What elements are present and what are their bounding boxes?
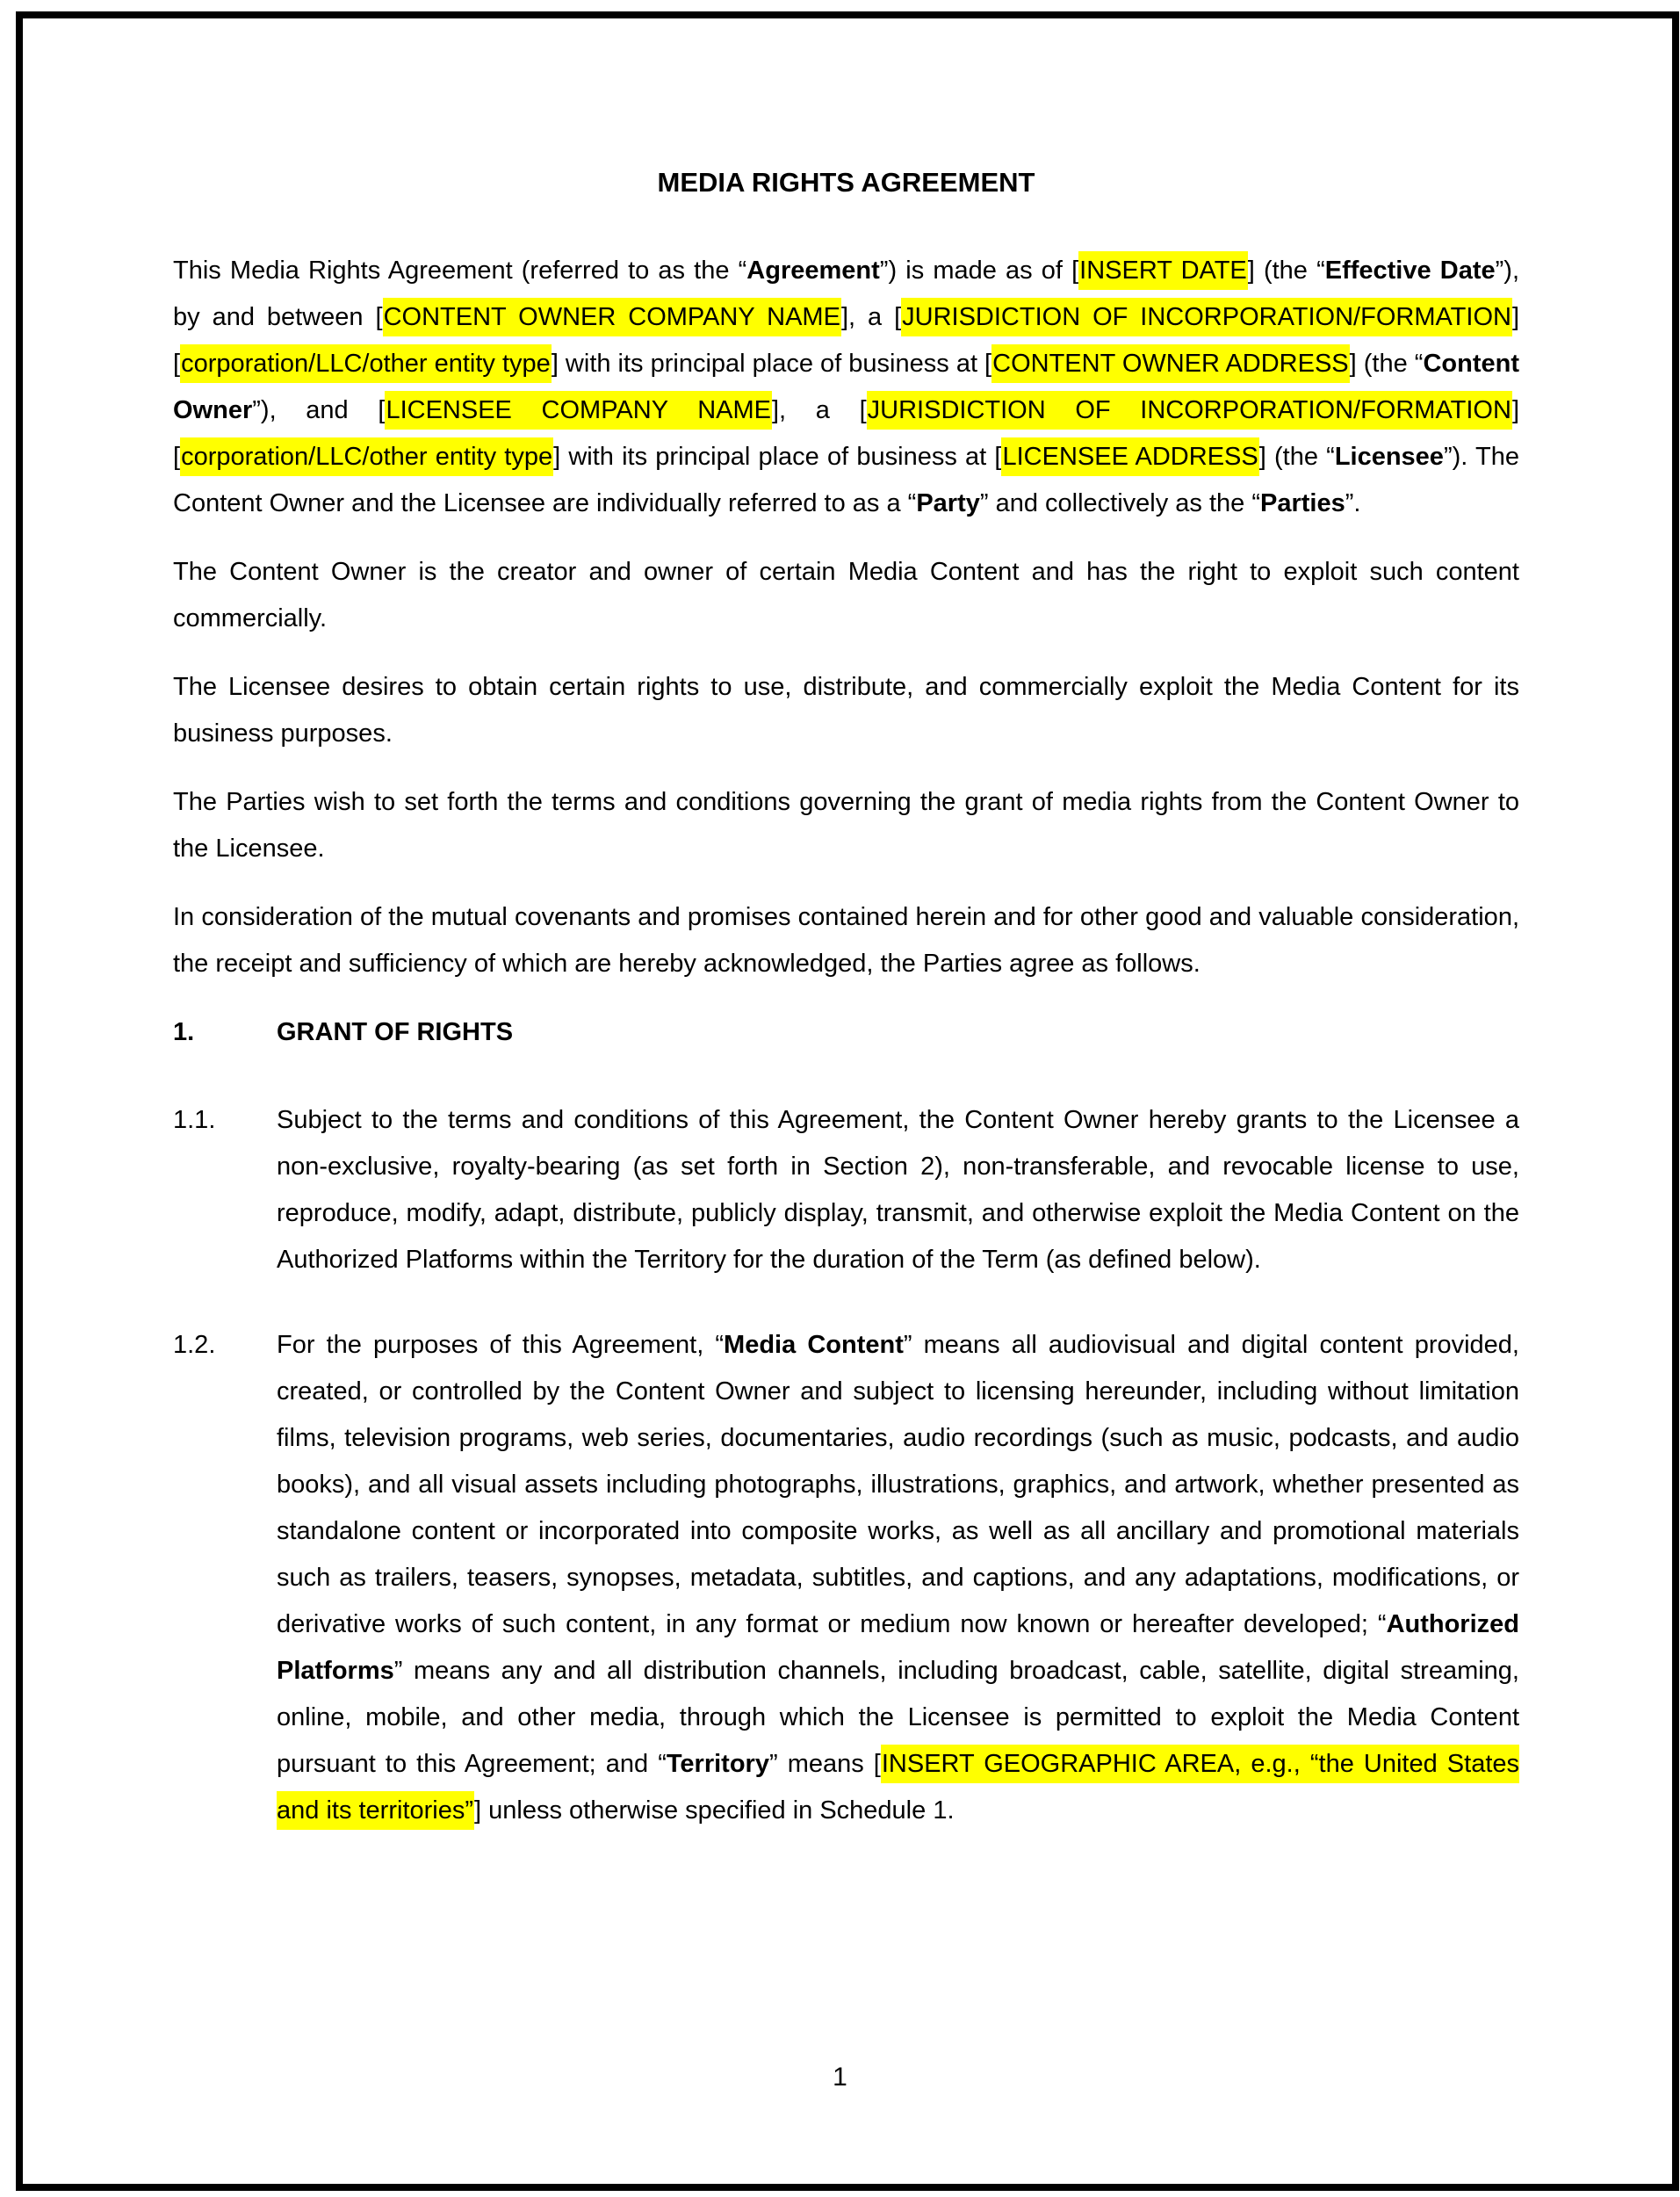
recital-paragraph-parties: The Parties wish to set forth the terms and conditions governing the grant of media rights from the Content Owner to the Licensee. (173, 788, 1519, 863)
clause-text: For the purposes of this Agreement, “Media Content” means all audiovisual and digital content provided, created, or controlled by the Content Owner and subject to licensing hereunder, including without limitation films, television programs, web series, documentaries, audio recordings (such as music, podcasts, and audio books), and all visual assets including photographs, illustrations, graphics, and artwork, whether presented as standalone content or incorporated into composite works, as well as all ancillary and promotional materials such as trailers, teasers, synopses, metadata, subtitles, and captions, and any adaptations, modifications, or derivative works of such content, in any format or medium now known or hereafter developed; “Authorized Platforms” means any and all distribution channels, including broadcast, cable, satellite, digital streaming, online, mobile, and other media, through which the Licensee is permitted to exploit the Media Content pursuant to this Agreement; and “Territory” means [INSERT GEOGRAPHIC AREA, e.g., “the United States and its territories”] unless otherwise specified in Schedule 1. (277, 1322, 1519, 1834)
recital-paragraph-licensee: The Licensee desires to obtain certain rights to use, distribute, and commercially exploit the Media Content for its business purposes. (173, 673, 1519, 748)
page-number: 1 (833, 2063, 847, 2092)
section-title: GRANT OF RIGHTS (277, 1018, 514, 1046)
document-title: MEDIA RIGHTS AGREEMENT (657, 167, 1035, 198)
clause-text: Subject to the terms and conditions of this Agreement, the Content Owner hereby grants to the Licensee a non-exclusive, royalty-bearing (as set forth in Section 2), non-transferable, and revocable license to use, reproduce, modify, adapt, distribute, publicly display, transmit, and otherwise exploit the Media Content on the Authorized Platforms within the Territory for the duration of the Term (as defined below). (277, 1106, 1519, 1274)
section-number: 1. (173, 1018, 195, 1046)
recital-paragraph-content-owner: The Content Owner is the creator and owner of certain Media Content and has the right to exploit such content commercially. (173, 558, 1519, 632)
section-1-heading (173, 1009, 1519, 1056)
clause-number: 1.1. (173, 1106, 216, 1134)
document-content (173, 167, 1519, 1873)
clause-number: 1.2. (173, 1331, 216, 1359)
intro-paragraph: This Media Rights Agreement (referred to as the “Agreement”) is made as of [INSERT DATE] (the “Effective Date”), by and between [CONTENT OWNER COMPANY NAME], a [JURISDICTION OF INCORPORATION/FORMATION] [corporation/LLC/other entity type] with its principal place of business at [CONTENT OWNER ADDRESS] (the “Content Owner”), and [LICENSEE COMPANY NAME], a [JURISDICTION OF INCORPORATION/FORMATION] [corporation/LLC/other entity type] with its principal place of business at [LICENSEE ADDRESS] (the “Licensee”). The Content Owner and the Licensee are individually referred to as a “Party” and collectively as the “Parties”. (173, 248, 1519, 527)
consideration-paragraph: In consideration of the mutual covenants and promises contained herein and for other good and valuable consideration, the receipt and sufficiency of which are hereby acknowledged, the Parties agree as follows. (173, 903, 1519, 978)
clause-1-1 (173, 1097, 1519, 1283)
clause-1-2 (173, 1322, 1519, 1834)
